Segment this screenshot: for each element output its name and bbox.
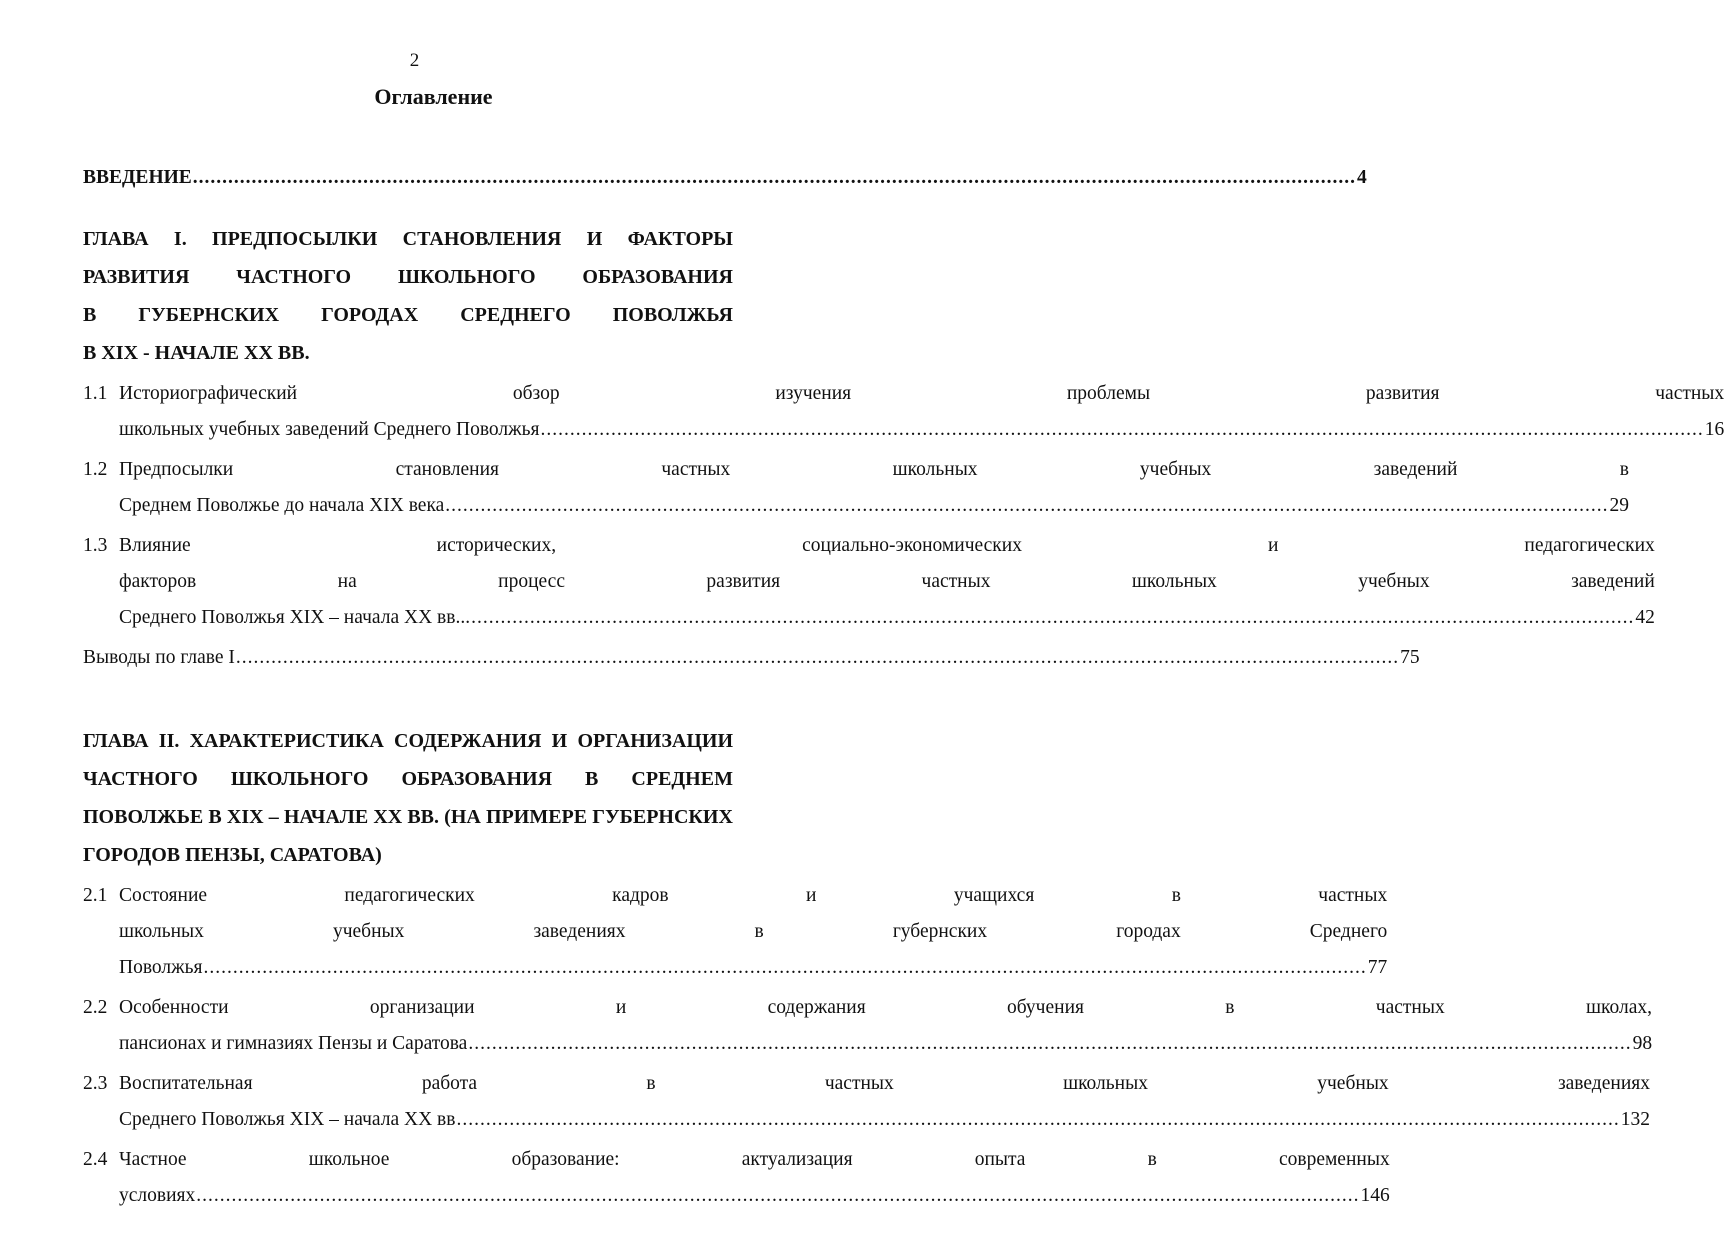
heading-word: В XIX - НАЧАЛЕ XX ВВ. — [83, 342, 310, 364]
dot-leader — [203, 950, 1366, 986]
title-word: заведениях — [1557, 1073, 1650, 1094]
title-word: организации — [369, 997, 475, 1018]
heading-word: НАЧАЛЕ — [283, 806, 369, 828]
heading-word: И — [551, 730, 568, 752]
section-title-line — [119, 1142, 1390, 1178]
heading-word: ОБРАЗОВАНИЯ — [582, 266, 733, 288]
heading-word: СРЕДНЕГО — [460, 304, 571, 326]
dot-leader — [540, 412, 1703, 448]
title-word: исторических, — [436, 535, 557, 556]
chapter-heading-line — [83, 296, 733, 334]
section-title — [119, 528, 1655, 636]
toc-page-number: 98 — [1632, 1033, 1653, 1054]
title-word: школьных — [892, 459, 978, 480]
heading-word: ГЛАВА — [83, 228, 149, 250]
title-word: частных — [921, 571, 991, 592]
title-word: заведениях — [533, 921, 626, 942]
chapter-heading-line — [83, 836, 733, 874]
table-of-contents — [83, 160, 1724, 1214]
toc-entry-label: условиях — [119, 1185, 196, 1206]
title-word: Воспитательная — [119, 1073, 253, 1094]
toc-entry-label: пансионах и гимназиях Пензы и Саратова — [119, 1033, 468, 1054]
title-word: Предпосылки — [119, 459, 234, 480]
toc-entry-label: Выводы по главе I — [83, 647, 235, 668]
toc-entry-label: ВВЕДЕНИЕ — [83, 167, 192, 188]
heading-word: ПРИМЕРЕ — [485, 806, 588, 828]
title-word: современных — [1278, 1149, 1390, 1170]
toc-page-number: 42 — [1635, 607, 1655, 628]
heading-word: ЧАСТНОГО — [83, 768, 198, 790]
title-word: содержания — [767, 997, 866, 1018]
chapter-heading-line — [83, 220, 733, 258]
chapter-2-sections — [83, 878, 1653, 1214]
heading-word: II. — [158, 730, 180, 752]
title-word: развития — [1365, 383, 1440, 404]
title-word: школах, — [1586, 997, 1653, 1018]
title-word: на — [337, 571, 357, 592]
title-word: школьных — [1131, 571, 1217, 592]
heading-word: В — [208, 806, 222, 828]
section-number: 1.2 — [83, 459, 108, 480]
title-word: проблемы — [1066, 383, 1151, 404]
toc-page-number: 4 — [1357, 167, 1367, 188]
chapter-heading-line — [83, 258, 733, 296]
title-word: работа — [421, 1073, 478, 1094]
dot-leader — [193, 160, 1356, 196]
title-word: частных — [1655, 383, 1724, 404]
title-word: педагогических — [1524, 535, 1655, 556]
title-word: в — [754, 921, 764, 942]
section-last-line — [119, 600, 1655, 636]
toc-entry-label: Среднего Поволжья XIX – начала XX вв... — [119, 607, 471, 628]
title-word: в — [646, 1073, 656, 1094]
section-title — [119, 452, 1629, 524]
chapter-1-sections — [83, 376, 1724, 636]
section-number: 2.4 — [83, 1149, 108, 1170]
section-last-line — [119, 1178, 1390, 1214]
title-word: педагогических — [344, 885, 475, 906]
heading-word: ГУБЕРНСКИХ — [592, 806, 733, 828]
section-title — [119, 1142, 1390, 1214]
toc-entry-label: Поволжья — [119, 957, 203, 978]
toc-section[interactable] — [83, 878, 1388, 986]
title-word: губернских — [892, 921, 988, 942]
heading-word: ПОВОЛЖЬЯ — [612, 304, 733, 326]
page-title: Оглавление — [374, 84, 493, 109]
dot-leader — [236, 640, 1399, 676]
section-number: 1.1 — [83, 383, 108, 404]
toc-conclusion[interactable] — [83, 640, 1420, 676]
title-word: частных — [824, 1073, 894, 1094]
title-word: заведений — [1571, 571, 1655, 592]
section-title-line — [119, 452, 1629, 488]
section-title-line — [119, 878, 1387, 914]
heading-word: ГЛАВА — [83, 730, 149, 752]
title-word: Частное — [119, 1149, 187, 1170]
title-word: кадров — [612, 885, 669, 906]
title-word: в — [1225, 997, 1235, 1018]
heading-word: ВВ. — [407, 806, 440, 828]
title-word: становления — [395, 459, 500, 480]
title-word: обучения — [1007, 997, 1084, 1018]
section-title-line — [119, 376, 1724, 412]
dot-leader — [445, 488, 1608, 524]
dot-leader — [196, 1178, 1359, 1214]
section-number: 2.1 — [83, 885, 108, 906]
section-title-line — [119, 528, 1655, 564]
title-word: учебных — [1139, 459, 1212, 480]
toc-section[interactable] — [83, 1142, 1390, 1214]
title-word: и — [615, 997, 627, 1018]
heading-word: И — [586, 228, 603, 250]
title-word: Историографический — [119, 383, 298, 404]
title-word: частных — [661, 459, 731, 480]
dot-leader — [468, 1026, 1631, 1062]
toc-section[interactable] — [83, 990, 1653, 1062]
dot-leader — [471, 600, 1634, 636]
section-title-line — [119, 914, 1387, 950]
title-word: обзор — [512, 383, 560, 404]
heading-word: СТАНОВЛЕНИЯ — [402, 228, 562, 250]
chapter-heading-line — [83, 722, 733, 760]
heading-word: ПРЕДПОСЫЛКИ — [212, 228, 378, 250]
title-word: опыта — [974, 1149, 1026, 1170]
section-title-line — [119, 564, 1655, 600]
title-word: школьное — [308, 1149, 390, 1170]
section-last-line — [119, 488, 1629, 524]
section-title-line — [119, 1066, 1650, 1102]
toc-page-number: 146 — [1360, 1185, 1390, 1206]
chapter-heading-line — [83, 760, 733, 798]
section-number: 1.3 — [83, 535, 108, 556]
heading-word: I. — [173, 228, 187, 250]
heading-word: В — [83, 304, 97, 326]
heading-word: СОДЕРЖАНИЯ — [394, 730, 542, 752]
heading-word: ОРГАНИЗАЦИИ — [577, 730, 733, 752]
title-word: частных — [1318, 885, 1388, 906]
toc-page-number: 77 — [1367, 957, 1388, 978]
heading-word: СРЕДНЕМ — [631, 768, 733, 790]
section-title — [119, 376, 1724, 448]
title-word: Особенности — [119, 997, 229, 1018]
title-word: школьных — [1063, 1073, 1148, 1094]
title-word: и — [1267, 535, 1279, 556]
section-title — [119, 1066, 1650, 1138]
toc-section[interactable] — [83, 528, 1655, 636]
toc-page-number: 75 — [1400, 647, 1420, 668]
heading-word: ПОВОЛЖЬЕ — [83, 806, 204, 828]
title-word: Среднего — [1309, 921, 1388, 942]
title-word: городах — [1116, 921, 1181, 942]
title-word: учащихся — [953, 885, 1035, 906]
toc-section[interactable] — [83, 376, 1724, 448]
heading-word: ШКОЛЬНОГО — [397, 266, 536, 288]
toc-entry-label: Среднего Поволжья XIX – начала XX вв — [119, 1109, 456, 1130]
toc-section[interactable] — [83, 1066, 1650, 1138]
chapter-heading-line — [83, 798, 733, 836]
title-word: в — [1171, 885, 1181, 906]
heading-word: ХАРАКТЕРИСТИКА — [189, 730, 384, 752]
heading-word: РАЗВИТИЯ — [83, 266, 190, 288]
toc-entry-label: Среднем Поволжье до начала XIX века — [119, 495, 445, 516]
title-word: учебных — [332, 921, 405, 942]
toc-page-number: 132 — [1620, 1109, 1650, 1130]
chapter-2-heading[interactable] — [83, 722, 733, 874]
section-title — [119, 990, 1652, 1062]
title-word: учебных — [1358, 571, 1430, 592]
title-word: школьных — [119, 921, 204, 942]
section-last-line — [119, 412, 1724, 448]
page-number: 2 — [409, 50, 420, 71]
heading-word: XX — [373, 806, 403, 828]
section-number: 2.2 — [83, 997, 108, 1018]
title-word: частных — [1375, 997, 1445, 1018]
dot-leader — [456, 1102, 1619, 1138]
title-word: заведений — [1373, 459, 1458, 480]
chapter-1-heading[interactable] — [83, 220, 733, 372]
heading-word: ФАКТОРЫ — [627, 228, 733, 250]
toc-page-number: 16 — [1704, 419, 1724, 440]
title-word: Влияние — [119, 535, 191, 556]
toc-section[interactable] — [83, 452, 1630, 524]
heading-word: XIX — [226, 806, 264, 828]
heading-word: ГОРОДАХ — [321, 304, 419, 326]
section-last-line — [119, 1026, 1652, 1062]
heading-word: – — [268, 806, 279, 828]
title-word: в — [1619, 459, 1629, 480]
heading-word: В — [585, 768, 599, 790]
heading-word: ОБРАЗОВАНИЯ — [401, 768, 553, 790]
title-word: Состояние — [119, 885, 208, 906]
section-last-line — [119, 1102, 1650, 1138]
title-word: и — [806, 885, 817, 906]
toc-entry-label: школьных учебных заведений Среднего Поволжья — [119, 419, 540, 440]
heading-word: ГУБЕРНСКИХ — [138, 304, 280, 326]
title-word: образование: — [511, 1149, 620, 1170]
title-word: учебных — [1317, 1073, 1389, 1094]
title-word: факторов — [119, 571, 197, 592]
toc-introduction[interactable] — [83, 160, 1367, 196]
title-word: развития — [706, 571, 781, 592]
heading-word: (НА — [444, 806, 481, 828]
title-word: актуализация — [741, 1149, 853, 1170]
title-word: социально-экономических — [802, 535, 1022, 556]
title-word: в — [1147, 1149, 1157, 1170]
chapter-heading-line — [83, 334, 733, 372]
section-last-line — [119, 950, 1387, 986]
title-word: изучения — [775, 383, 852, 404]
heading-word: ЧАСТНОГО — [236, 266, 352, 288]
toc-page-number: 29 — [1609, 495, 1630, 516]
heading-word: ШКОЛЬНОГО — [230, 768, 369, 790]
section-title-line — [119, 990, 1652, 1026]
heading-word: ГОРОДОВ ПЕНЗЫ, САРАТОВА) — [83, 844, 382, 866]
section-title — [119, 878, 1387, 986]
title-word: процесс — [498, 571, 565, 592]
section-number: 2.3 — [83, 1073, 108, 1094]
